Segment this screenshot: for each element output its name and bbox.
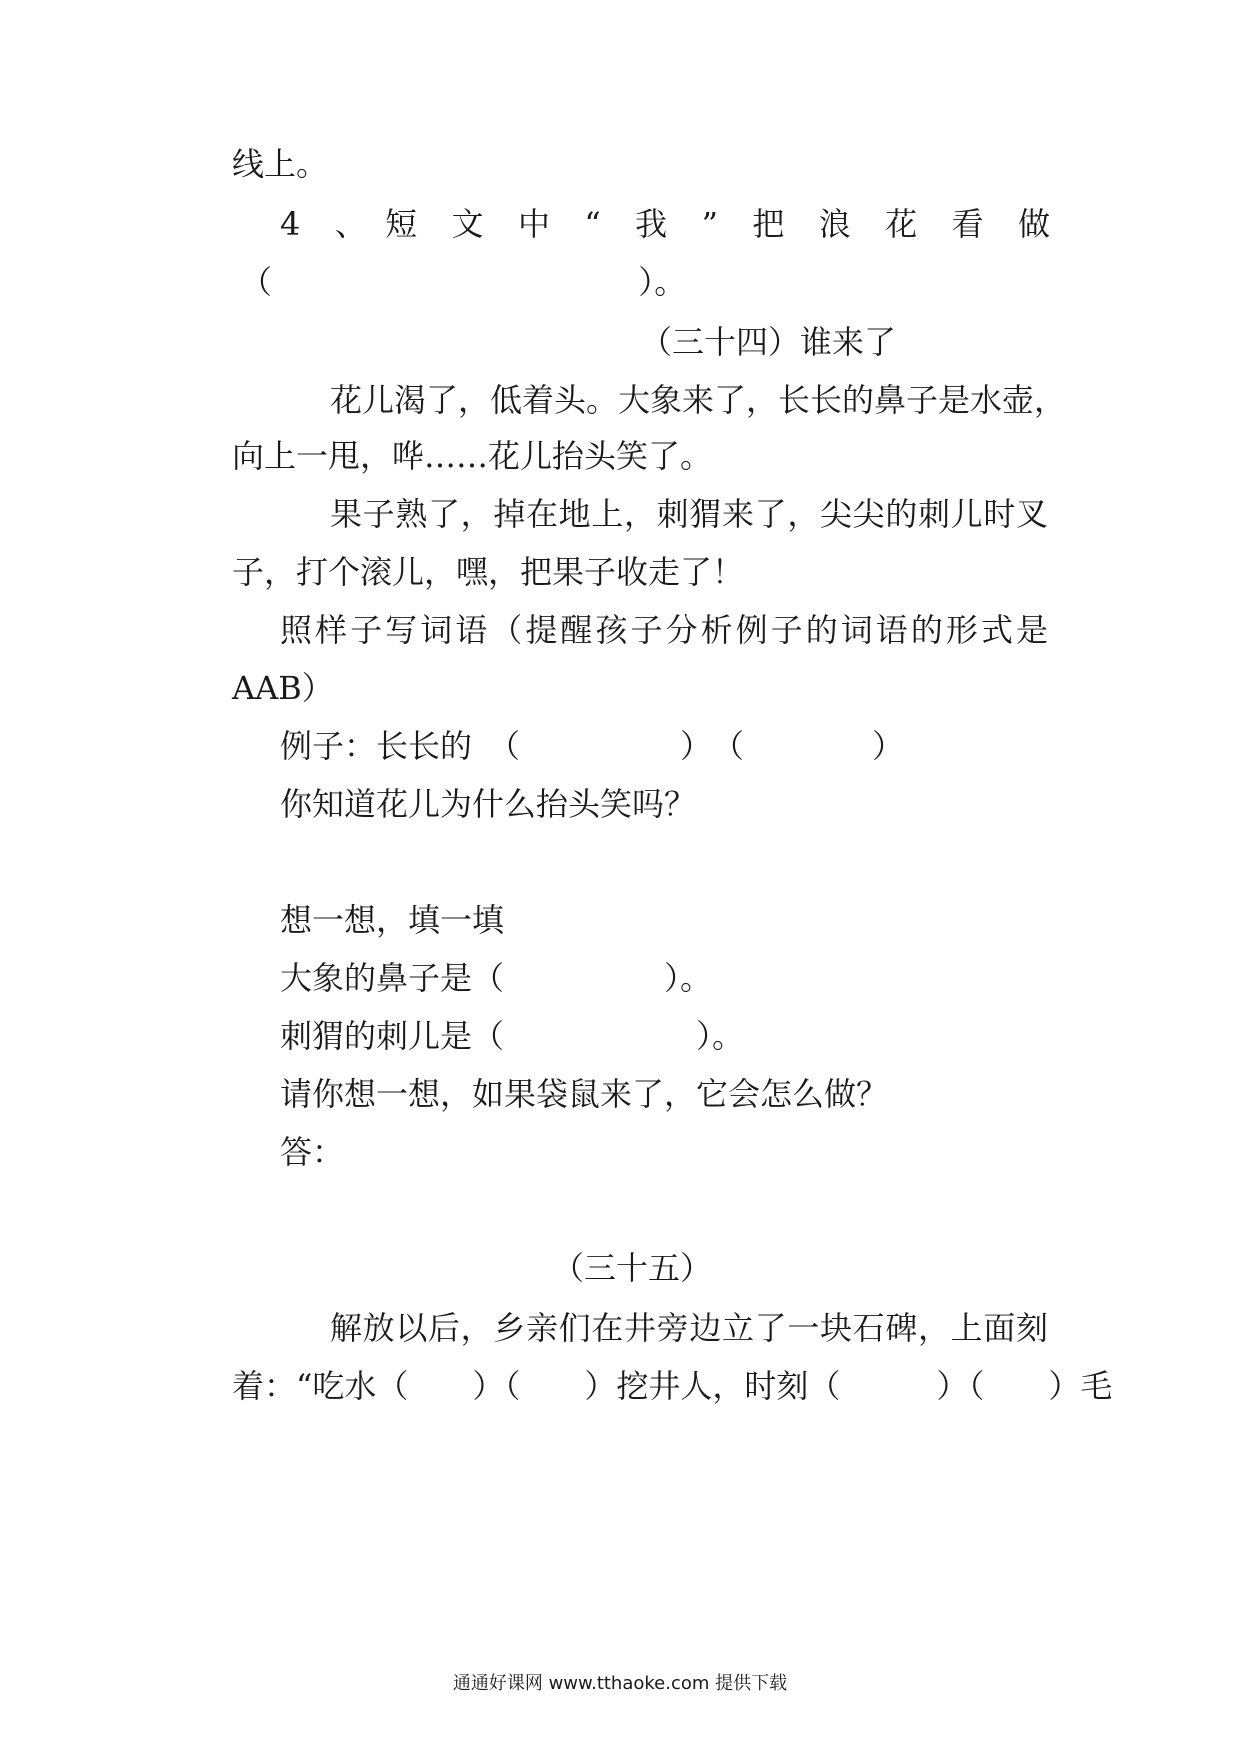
example-line: 例子：长长的 （ ） （ ）	[280, 727, 905, 765]
question-line: 照样子写词语（提醒孩子分析例子的词语的形式是	[280, 611, 1048, 649]
section-title-34: （三十四）谁来了	[640, 323, 897, 361]
paragraph-line: 向上一甩，哗……花儿抬头笑了。	[232, 437, 713, 475]
fill-blank-line: 大象的鼻子是（ ）。	[280, 959, 713, 997]
answer-label: 答：	[280, 1133, 345, 1171]
paragraph-line: 花儿渴了，低着头。大象来了，长长的鼻子是水壶，	[330, 381, 1067, 419]
answer-blank: （ ）。	[240, 263, 687, 301]
paragraph-line: 解放以后，乡亲们在井旁边立了一块石碑，上面刻	[330, 1309, 1048, 1347]
question-line: AAB）	[232, 669, 334, 707]
paragraph-line: 果子熟了，掉在地上，刺猬来了，尖尖的刺儿时叉	[330, 495, 1048, 533]
question-line: 你知道花儿为什么抬头笑吗？	[280, 785, 697, 823]
question-line: 请你想一想，如果袋鼠来了，它会怎么做？	[280, 1075, 889, 1113]
section-title-35: （三十五）	[552, 1249, 713, 1287]
page-footer: 通通好课网 www.tthaoke.com 提供下载	[452, 1673, 788, 1694]
text-line: 线上。	[232, 145, 329, 183]
fill-blank-line: 刺猬的刺儿是（ ）。	[280, 1017, 745, 1055]
question-4: 4 、 短 文 中 “ 我 ” 把 浪 花 看 做	[280, 205, 1050, 243]
paragraph-line: 着：“吃水（ ）（ ）挖井人，时刻（ ）（ ）毛	[232, 1367, 1113, 1405]
paragraph-line: 子，打个滚儿，嘿，把果子收走了！	[232, 553, 745, 591]
question-line: 想一想，填一填	[280, 901, 505, 939]
